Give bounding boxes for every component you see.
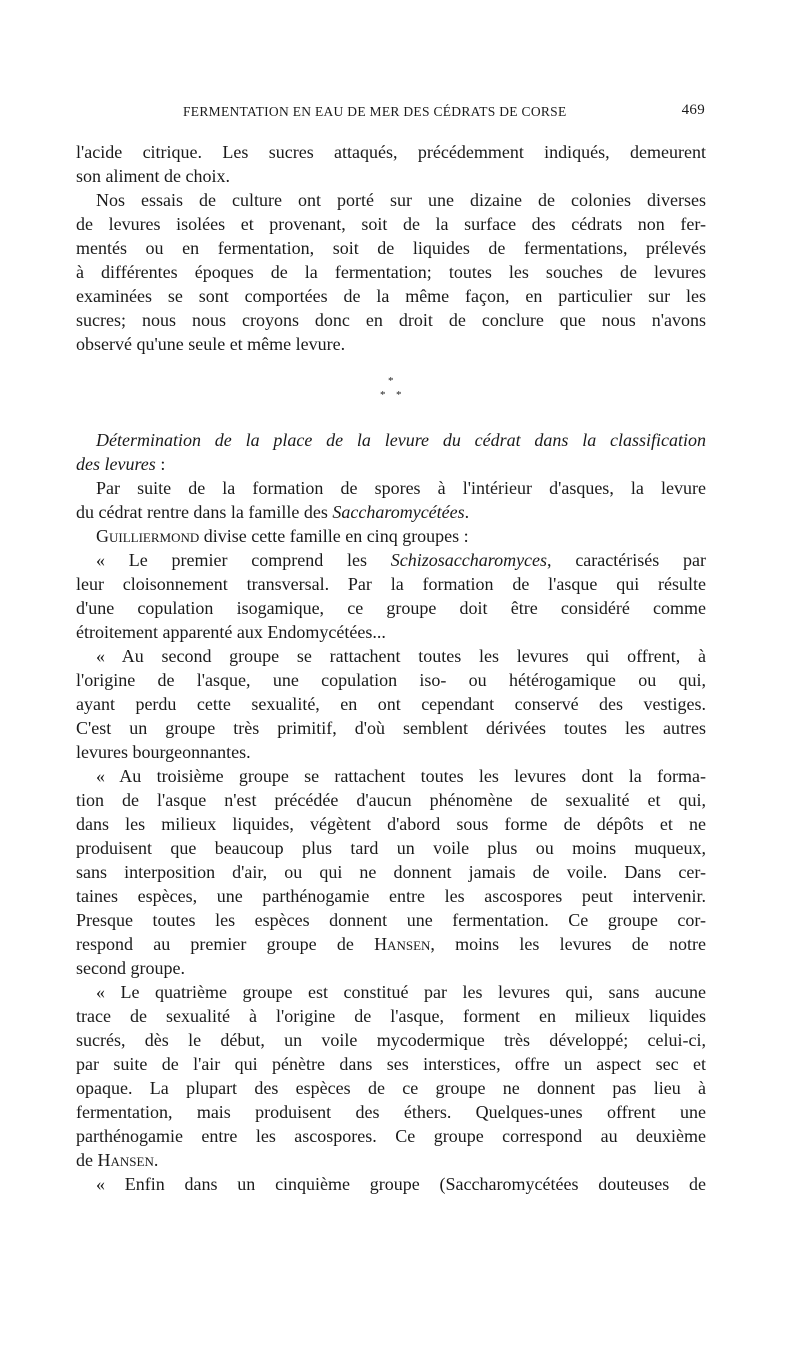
running-title: FERMENTATION EN EAU DE MER DES CÉDRATS DE CORSE [183, 104, 567, 119]
text-segment: « Au troisième groupe se rattachent toutes les levures dont la forma- [96, 766, 706, 786]
text-line [76, 1004, 706, 1028]
text-line [76, 716, 706, 740]
text-segment: tion de l'asque n'est précédée d'aucun phénomène de sexualité et qui, [76, 790, 706, 810]
text-line [76, 140, 706, 164]
text-line [76, 668, 706, 692]
italic-text: Schizosaccharomyces [390, 550, 548, 570]
text-line [76, 1124, 706, 1148]
text-segment: . [464, 502, 470, 522]
running-header [183, 102, 705, 124]
text-line [76, 884, 706, 908]
text-line [76, 740, 706, 764]
text-segment: parthénogamie entre les ascospores. Ce groupe correspond au deuxième [76, 1126, 706, 1146]
asterisk-mark: * [380, 389, 386, 401]
text-line [76, 644, 706, 668]
text-segment: « Enfin dans un cinquième groupe (Saccharomycétées douteuses de [96, 1174, 706, 1194]
text-segment: . [153, 1150, 159, 1170]
author-name: Guilliermond [96, 526, 200, 546]
text-line [76, 476, 706, 500]
page-number: 469 [681, 102, 705, 118]
text-line [76, 236, 706, 260]
text-line [76, 452, 706, 476]
text-segment: d'une copulation isogamique, ce groupe doit être considéré comme [76, 598, 706, 618]
text-segment: ayant perdu cette sexualité, en ont cependant conservé des vestiges. [76, 694, 706, 714]
page-body [76, 140, 706, 1196]
text-segment: mentés ou en fermentation, soit de liquides de fermentations, prélevés [76, 238, 706, 258]
italic-text: Saccharomycétées [332, 502, 465, 522]
text-segment: fermentation, mais produisent des éthers. Quelques-unes offrent une [76, 1102, 706, 1122]
text-line [76, 596, 706, 620]
text-segment: Par suite de la formation de spores à l'intérieur d'asques, la levure [96, 478, 706, 498]
text-line [76, 500, 706, 524]
text-segment: étroitement apparenté aux Endomycétées... [76, 622, 386, 642]
text-segment: à différentes époques de la fermentation; toutes les souches de levures [76, 262, 706, 282]
text-line [76, 980, 706, 1004]
text-segment: sans interposition d'air, ou qui ne donnent jamais de voile. Dans cer- [76, 862, 706, 882]
text-line [76, 164, 706, 188]
text-line [76, 1052, 706, 1076]
text-segment: « Le premier comprend les [96, 550, 391, 570]
text-segment: produisent que beaucoup plus tard un voile plus ou moins muqueux, [76, 838, 706, 858]
text-line [76, 620, 706, 644]
text-line [76, 932, 706, 956]
text-segment: de [76, 1150, 98, 1170]
text-segment: taines espèces, une parthénogamie entre les ascospores peut intervenir. [76, 886, 706, 906]
text-segment: sucres; nous nous croyons donc en droit de conclure que nous n'avons [76, 310, 706, 330]
text-segment: par suite de l'air qui pénètre dans ses interstices, offre un aspect sec et [76, 1054, 706, 1074]
section-separator-asterism [76, 356, 706, 428]
text-line [76, 308, 706, 332]
text-segment: , moins les levures de notre [430, 934, 706, 954]
author-name: Hansen [374, 934, 431, 954]
text-line [76, 548, 706, 572]
text-line [76, 1028, 706, 1052]
text-segment: « Le quatrième groupe est constitué par les levures qui, sans aucune [96, 982, 706, 1002]
text-line [76, 260, 706, 284]
text-line [76, 1148, 706, 1172]
text-line [76, 332, 706, 356]
text-segment: l'origine de l'asque, une copulation iso- ou hétérogamique ou qui, [76, 670, 706, 690]
text-segment: sucrés, dès le début, un voile mycodermique très développé; celui-ci, [76, 1030, 706, 1050]
text-segment: dans les milieux liquides, végètent d'abord sous forme de dépôts et ne [76, 814, 706, 834]
asterisk-mark: * [388, 375, 394, 387]
text-segment: C'est un groupe très primitif, d'où semblent dérivées toutes les autres [76, 718, 706, 738]
text-line [76, 836, 706, 860]
text-segment: « Au second groupe se rattachent toutes les levures qui offrent, à [96, 646, 706, 666]
text-line [76, 188, 706, 212]
text-segment: leur cloisonnement transversal. Par la formation de l'asque qui résulte [76, 574, 706, 594]
text-segment: Presque toutes les espèces donnent une fermentation. Ce groupe cor- [76, 910, 706, 930]
text-segment: l'acide citrique. Les sucres attaqués, précédemment indiqués, demeurent [76, 142, 706, 162]
text-segment: , caractérisés par [547, 550, 706, 570]
text-line [76, 212, 706, 236]
text-segment: respond au premier groupe de [76, 934, 375, 954]
text-segment: second groupe. [76, 958, 185, 978]
text-line [76, 524, 706, 548]
italic-text: des levures [76, 454, 156, 474]
text-line [76, 956, 706, 980]
text-line [76, 284, 706, 308]
text-line [76, 764, 706, 788]
text-segment: de levures isolées et provenant, soit de la surface des cédrats non fer- [76, 214, 706, 234]
text-segment: opaque. La plupart des espèces de ce groupe ne donnent pas lieu à [76, 1078, 706, 1098]
text-segment: du cédrat rentre dans la famille des [76, 502, 333, 522]
text-line [76, 692, 706, 716]
text-line [76, 428, 706, 452]
text-line [76, 812, 706, 836]
text-line [76, 1076, 706, 1100]
text-segment: observé qu'une seule et même levure. [76, 334, 346, 354]
text-segment: examinées se sont comportées de la même façon, en particulier sur les [76, 286, 706, 306]
text-segment: son aliment de choix. [76, 166, 230, 186]
text-segment: Nos essais de culture ont porté sur une dizaine de colonies diverses [96, 190, 706, 210]
text-segment: trace de sexualité à l'origine de l'asque, forment en milieux liquides [76, 1006, 706, 1026]
text-segment: : [155, 454, 166, 474]
text-line [76, 1100, 706, 1124]
text-line [76, 572, 706, 596]
text-segment: levures bourgeonnantes. [76, 742, 251, 762]
text-segment: divise cette famille en cinq groupes : [199, 526, 469, 546]
italic-text: Détermination de la place de la levure du cédrat dans la classification [96, 430, 706, 450]
author-name: Hansen [97, 1150, 154, 1170]
text-line [76, 788, 706, 812]
text-line [76, 860, 706, 884]
asterisk-mark: * [396, 389, 402, 401]
text-line [76, 1172, 706, 1196]
text-line [76, 908, 706, 932]
